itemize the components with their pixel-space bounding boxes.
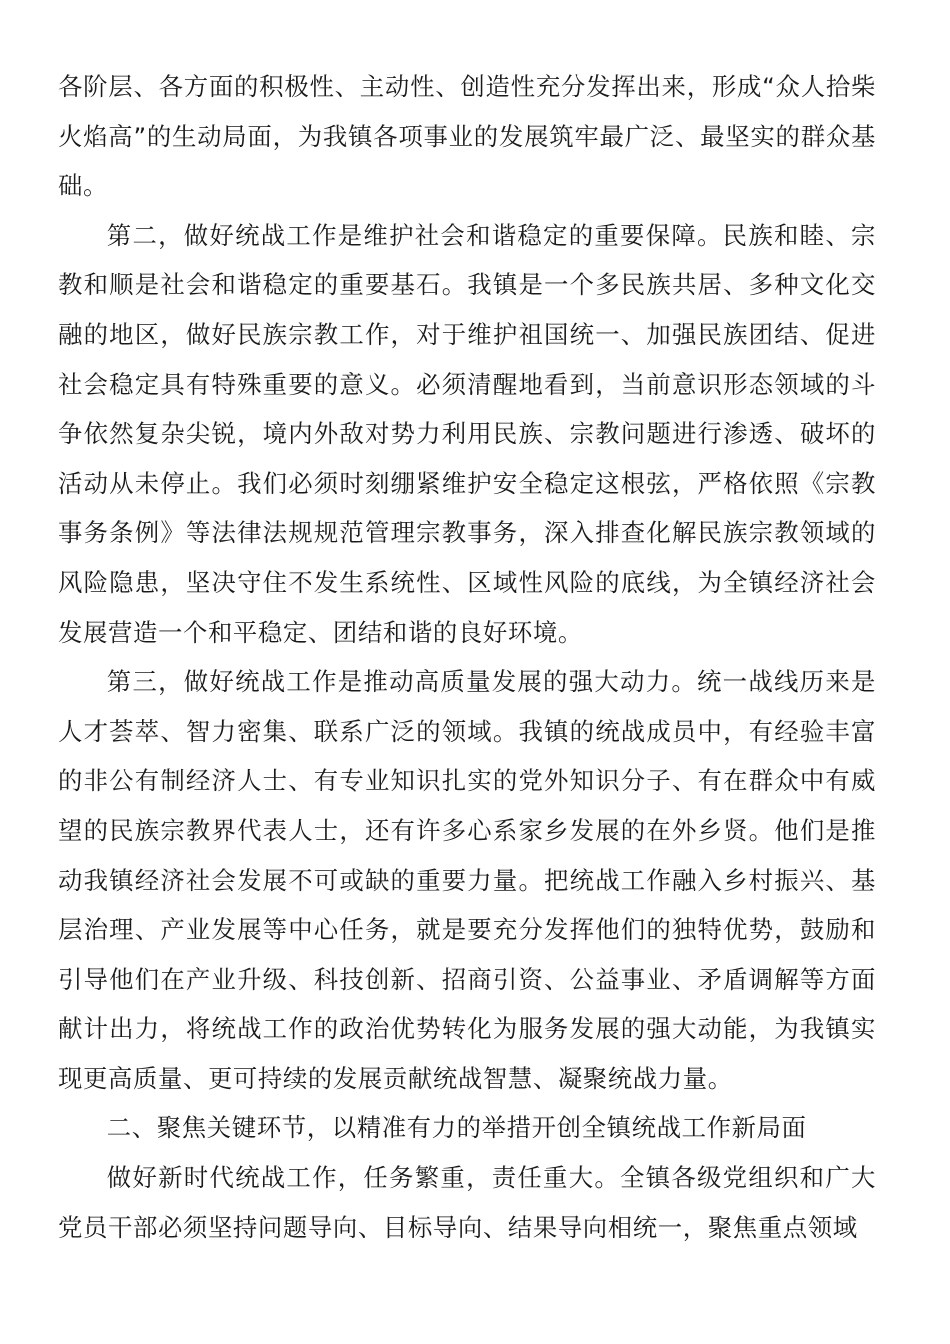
- paragraph-second-point: 第二，做好统战工作是维护社会和谐稳定的重要保障。民族和睦、宗教和顺是社会和谐稳定的重要基石。我镇是一个多民族共居、多种文化交融的地区，做好民族宗教工作，对于维护祖国统一、加强民族团结、促进社会稳定具有特殊重要的意义。必须清醒地看到，当前意识形态领域的斗争依然复杂尖锐，境内外敌对势力利用民族、宗教问题进行渗透、破坏的活动从未停止。我们必须时刻绷紧维护安全稳定这根弦，严格依照《宗教事务条例》等法律法规规范管理宗教事务，深入排查化解民族宗教领域的风险隐患，坚决守住不发生系统性、区域性风险的底线，为全镇经济社会发展营造一个和平稳定、团结和谐的良好环境。: [58, 220, 876, 647]
- paragraph-continuation: 各阶层、各方面的积极性、主动性、创造性充分发挥出来，形成“众人拾柴火焰高”的生动局面，为我镇各项事业的发展筑牢最广泛、最坚实的群众基础。: [58, 72, 876, 201]
- paragraph-third-point: 第三，做好统战工作是推动高质量发展的强大动力。统一战线历来是人才荟萃、智力密集、联系广泛的领域。我镇的统战成员中，有经验丰富的非公有制经济人士、有专业知识扎实的党外知识分子、有在群众中有威望的民族宗教界代表人士，还有许多心系家乡发展的在外乡贤。他们是推动我镇经济社会发展不可或缺的重要力量。把统战工作融入乡村振兴、基层治理、产业发展等中心任务，就是要充分发挥他们的独特优势，鼓励和引导他们在产业升级、科技创新、招商引资、公益事业、矛盾调解等方面献计出力，将统战工作的政治优势转化为服务发展的强大动能，为我镇实现更高质量、更可持续的发展贡献统战智慧、凝聚统战力量。: [58, 667, 876, 1093]
- section-heading: 二、聚焦关键环节，以精准有力的举措开创全镇统战工作新局面: [106, 1113, 807, 1143]
- paragraph-closing: 做好新时代统战工作，任务繁重，责任重大。全镇各级党组织和广大党员干部必须坚持问题导向、目标导向、结果导向相统一，聚焦重点领域: [58, 1163, 876, 1242]
- document-page: [58, 62, 876, 1252]
